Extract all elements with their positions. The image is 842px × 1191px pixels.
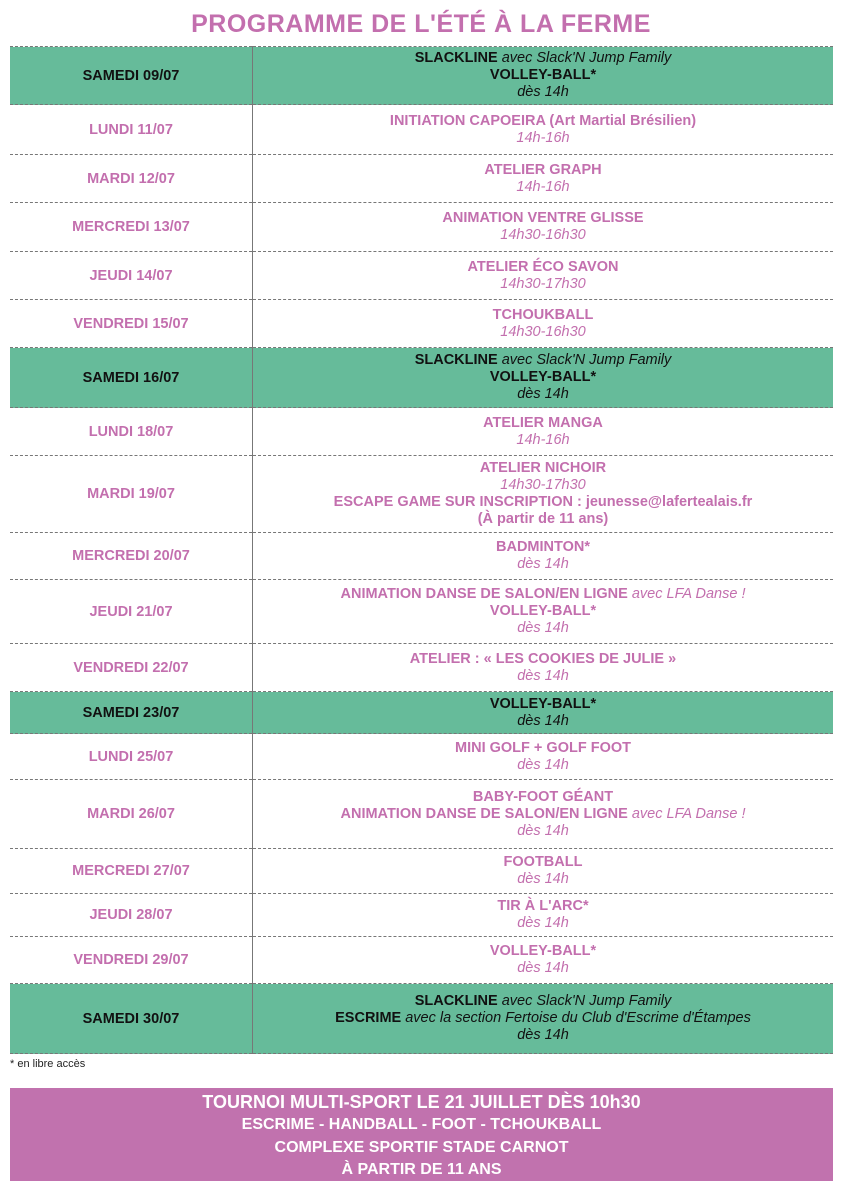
programme-row bbox=[10, 580, 833, 644]
programme-row bbox=[10, 734, 833, 780]
activity-line bbox=[253, 511, 833, 528]
activity-line bbox=[253, 696, 833, 713]
activity-line bbox=[253, 993, 833, 1010]
activity-line bbox=[253, 713, 833, 730]
row-activities bbox=[253, 348, 834, 408]
row-activities bbox=[253, 692, 834, 734]
row-activities bbox=[253, 105, 834, 155]
row-activities bbox=[253, 47, 834, 105]
row-activities bbox=[253, 780, 834, 849]
row-activities bbox=[253, 580, 834, 644]
programme-row bbox=[10, 47, 833, 105]
row-activities bbox=[253, 937, 834, 984]
activity-name: ANIMATION VENTRE GLISSE bbox=[442, 210, 644, 226]
activity-detail: dès 14h bbox=[517, 915, 569, 931]
row-activities bbox=[253, 456, 834, 533]
activity-line bbox=[253, 740, 833, 757]
activity-name: SLACKLINE bbox=[414, 993, 498, 1009]
activity-name: ATELIER MANGA bbox=[483, 414, 603, 431]
row-day: SAMEDI 23/07 bbox=[10, 692, 253, 734]
activity-name: SLACKLINE bbox=[414, 352, 498, 368]
tournament-banner bbox=[10, 1088, 833, 1181]
activity-line bbox=[253, 477, 833, 494]
activity-name: VOLLEY-BALL* bbox=[489, 603, 597, 619]
programme-row bbox=[10, 937, 833, 984]
activity-line bbox=[253, 179, 833, 196]
activity-line bbox=[253, 276, 833, 293]
row-activities bbox=[253, 894, 834, 937]
banner-age: À PARTIR DE 11 ANS bbox=[341, 1161, 502, 1178]
programme-row bbox=[10, 348, 833, 408]
row-activities bbox=[253, 849, 834, 894]
activity-detail: 14h-16h bbox=[516, 431, 570, 448]
activity-name: ATELIER NICHOIR bbox=[479, 460, 607, 476]
activity-detail: dès 14h bbox=[517, 712, 569, 729]
programme-body bbox=[10, 47, 833, 1054]
row-day: MARDI 12/07 bbox=[10, 155, 253, 203]
activity-line bbox=[253, 806, 833, 823]
activity-line bbox=[253, 620, 833, 637]
programme-row bbox=[10, 252, 833, 300]
row-day: MARDI 19/07 bbox=[10, 456, 253, 533]
programme-row bbox=[10, 456, 833, 533]
activity-name: ANIMATION DANSE DE SALON/EN LIGNE bbox=[340, 805, 628, 822]
activity-line bbox=[253, 854, 833, 871]
row-day: LUNDI 11/07 bbox=[10, 105, 253, 155]
activity-name: VOLLEY-BALL* bbox=[489, 695, 597, 712]
programme-row bbox=[10, 300, 833, 348]
programme-table bbox=[10, 46, 833, 1054]
activity-line bbox=[253, 386, 833, 403]
row-day: LUNDI 25/07 bbox=[10, 734, 253, 780]
activity-line bbox=[253, 369, 833, 386]
activity-line bbox=[253, 539, 833, 556]
page-title: PROGRAMME DE L'ÉTÉ À LA FERME bbox=[191, 10, 651, 38]
activity-line bbox=[253, 50, 833, 67]
activity-line bbox=[253, 943, 833, 960]
activity-name: ESCRIME bbox=[335, 1010, 402, 1026]
activity-line bbox=[253, 757, 833, 774]
activity-line bbox=[253, 871, 833, 888]
programme-row bbox=[10, 849, 833, 894]
activity-name: FOOTBALL bbox=[503, 854, 583, 870]
activity-name: VOLLEY-BALL* bbox=[489, 369, 597, 385]
row-day: MERCREDI 13/07 bbox=[10, 203, 253, 252]
row-day: LUNDI 18/07 bbox=[10, 408, 253, 456]
programme-row bbox=[10, 408, 833, 456]
activity-name: SLACKLINE bbox=[414, 50, 498, 66]
activity-line bbox=[253, 915, 833, 932]
row-activities bbox=[253, 203, 834, 252]
row-day: VENDREDI 22/07 bbox=[10, 644, 253, 692]
activity-detail: avec LFA Danse ! bbox=[627, 805, 746, 822]
activity-line bbox=[253, 603, 833, 620]
activity-detail: 14h30-16h30 bbox=[500, 227, 586, 243]
row-activities bbox=[253, 984, 834, 1054]
activity-detail: avec Slack'N Jump Family bbox=[497, 50, 672, 66]
activity-name: VOLLEY-BALL* bbox=[489, 67, 597, 83]
activity-name: ANIMATION DANSE DE SALON/EN LIGNE bbox=[340, 586, 628, 602]
row-activities bbox=[253, 408, 834, 456]
activity-line bbox=[253, 960, 833, 977]
activity-line bbox=[253, 1010, 833, 1027]
activity-detail: avec la section Fertoise du Club d'Escrime d'Étampes bbox=[401, 1010, 751, 1026]
activity-line bbox=[253, 556, 833, 573]
row-day: SAMEDI 09/07 bbox=[10, 47, 253, 105]
row-day: JEUDI 28/07 bbox=[10, 894, 253, 937]
activity-line bbox=[253, 432, 833, 449]
activity-name: BADMINTON* bbox=[496, 539, 590, 555]
activity-detail: 14h-16h bbox=[516, 178, 570, 195]
activity-detail: avec Slack'N Jump Family bbox=[497, 352, 672, 368]
programme-row bbox=[10, 533, 833, 580]
activity-detail: 14h-16h bbox=[516, 129, 570, 146]
activity-line bbox=[253, 898, 833, 915]
activity-line bbox=[253, 259, 833, 276]
row-day: MERCREDI 27/07 bbox=[10, 849, 253, 894]
banner-location: COMPLEXE SPORTIF STADE CARNOT bbox=[274, 1138, 569, 1156]
row-day: JEUDI 21/07 bbox=[10, 580, 253, 644]
activity-name: ATELIER : « LES COOKIES DE JULIE » bbox=[409, 650, 677, 667]
activity-name: ESCAPE GAME SUR INSCRIPTION : jeunesse@lafertealais.fr bbox=[333, 494, 753, 510]
activity-detail: 14h30-16h30 bbox=[500, 323, 586, 340]
activity-line bbox=[253, 668, 833, 685]
row-day: MARDI 26/07 bbox=[10, 780, 253, 849]
activity-detail: 14h30-17h30 bbox=[500, 275, 586, 292]
activity-detail: dès 14h bbox=[517, 1027, 569, 1043]
programme-row bbox=[10, 203, 833, 252]
activity-line bbox=[253, 1027, 833, 1044]
row-activities bbox=[253, 533, 834, 580]
activity-line bbox=[253, 67, 833, 84]
activity-detail: 14h30-17h30 bbox=[500, 477, 586, 493]
programme-row bbox=[10, 894, 833, 937]
activity-line bbox=[253, 823, 833, 840]
activity-line bbox=[253, 307, 833, 324]
footnote: * en libre accès bbox=[10, 1058, 86, 1070]
activity-line bbox=[253, 324, 833, 341]
activity-detail: dès 14h bbox=[517, 756, 569, 773]
activity-line bbox=[253, 162, 833, 179]
banner-sports: ESCRIME - HANDBALL - FOOT - TCHOUKBALL bbox=[241, 1116, 602, 1133]
activity-detail: dès 14h bbox=[517, 822, 569, 839]
row-activities bbox=[253, 300, 834, 348]
activity-detail: dès 14h bbox=[517, 871, 569, 887]
activity-line bbox=[253, 210, 833, 227]
row-day: VENDREDI 29/07 bbox=[10, 937, 253, 984]
activity-name: BABY-FOOT GÉANT bbox=[472, 788, 614, 805]
row-day: SAMEDI 30/07 bbox=[10, 984, 253, 1054]
activity-line bbox=[253, 415, 833, 432]
activity-detail: avec Slack'N Jump Family bbox=[497, 993, 672, 1009]
banner-title: TOURNOI MULTI-SPORT LE 21 JUILLET DÈS 10h30 bbox=[202, 1092, 641, 1112]
activity-name: ATELIER ÉCO SAVON bbox=[467, 258, 619, 275]
programme-row bbox=[10, 780, 833, 849]
programme-row bbox=[10, 644, 833, 692]
row-day: SAMEDI 16/07 bbox=[10, 348, 253, 408]
activity-name: ATELIER GRAPH bbox=[484, 161, 602, 178]
programme-row bbox=[10, 984, 833, 1054]
activity-name: MINI GOLF + GOLF FOOT bbox=[454, 739, 631, 756]
activity-detail: dès 14h bbox=[517, 386, 569, 402]
activity-detail: dès 14h bbox=[517, 556, 569, 572]
activity-line bbox=[253, 227, 833, 244]
activity-line bbox=[253, 651, 833, 668]
activity-name: VOLLEY-BALL* bbox=[489, 943, 597, 959]
activity-name: TIR À L'ARC* bbox=[497, 898, 589, 914]
activity-name: TCHOUKBALL bbox=[492, 306, 594, 323]
activity-detail: dès 14h bbox=[517, 960, 569, 976]
activity-line bbox=[253, 586, 833, 603]
programme-row bbox=[10, 105, 833, 155]
programme-row bbox=[10, 155, 833, 203]
activity-line bbox=[253, 113, 833, 130]
activity-line bbox=[253, 494, 833, 511]
programme-row bbox=[10, 692, 833, 734]
activity-name: INITIATION CAPOEIRA (Art Martial Brésilien) bbox=[389, 112, 697, 129]
activity-detail: dès 14h bbox=[517, 84, 569, 100]
row-day: MERCREDI 20/07 bbox=[10, 533, 253, 580]
activity-detail: dès 14h bbox=[517, 620, 569, 636]
activity-line bbox=[253, 352, 833, 369]
activity-line bbox=[253, 130, 833, 147]
row-activities bbox=[253, 155, 834, 203]
row-activities bbox=[253, 734, 834, 780]
row-day: VENDREDI 15/07 bbox=[10, 300, 253, 348]
activity-line bbox=[253, 789, 833, 806]
activity-line bbox=[253, 84, 833, 101]
activity-line bbox=[253, 460, 833, 477]
activity-detail: avec LFA Danse ! bbox=[627, 586, 746, 602]
row-activities bbox=[253, 252, 834, 300]
activity-name: (À partir de 11 ans) bbox=[477, 511, 609, 527]
activity-detail: dès 14h bbox=[517, 667, 569, 684]
row-activities bbox=[253, 644, 834, 692]
row-day: JEUDI 14/07 bbox=[10, 252, 253, 300]
